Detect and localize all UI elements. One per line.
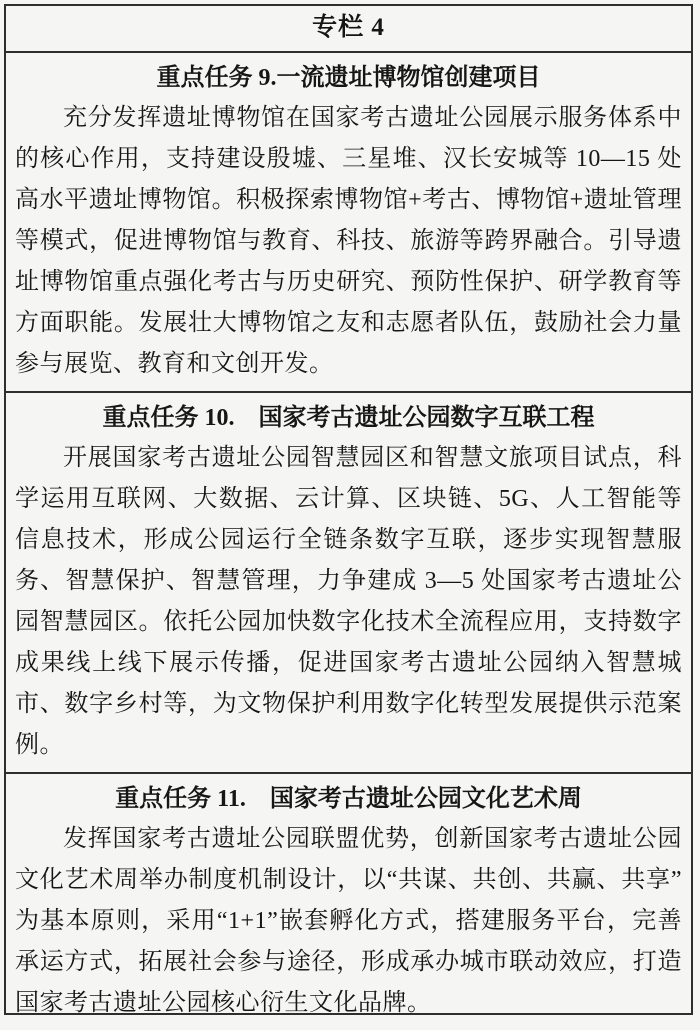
task-section-11 (6, 774, 691, 1030)
task-11-body: 发挥国家考古遗址公园联盟优势，创新国家考古遗址公园文化艺术周举办制度机制设计，以“共谋、共创、共赢、共享”为基本原则，采用“1+1”嵌套孵化方式，搭建服务平台，完善承运方式，拓展社会参与途径，形成承办城市联动效应，打造国家考古遗址公园核心衍生文化品牌。 (15, 826, 682, 1016)
task-10-heading: 重点任务 10. 国家考古遗址公园数字互联工程 (102, 405, 595, 431)
task-10-body: 开展国家考古遗址公园智慧园区和智慧文旅项目试点，科学运用互联网、大数据、云计算、区块链、5G、人工智能等信息技术，形成公园运行全链条数字互联，逐步实现智慧服务、智慧保护、智慧管理，力争建成 3—5 处国家考古遗址公园智慧园区。依托公园加快数字化技术全流程应用，支持数字成果线上线下展示传播，促进国家考古遗址公园纳入智慧城市、数字乡村等，为文物保护利用数字化转型发展提供示范案例。 (15, 445, 682, 758)
panel-header (6, 6, 691, 53)
task-9-heading: 重点任务 9.一流遗址博物馆创建项目 (156, 65, 541, 91)
task-section-9 (6, 53, 691, 393)
task-11-heading: 重点任务 11. 国家考古遗址公园文化艺术周 (115, 786, 582, 812)
task-section-10 (6, 393, 691, 774)
task-9-body: 充分发挥遗址博物馆在国家考古遗址公园展示服务体系中的核心作用，支持建设殷墟、三星堆、汉长安城等 10—15 处高水平遗址博物馆。积极探索博物馆+考古、博物馆+遗址管理等模式，促进博物馆与教育、科技、旅游等跨界融合。引导遗址博物馆重点强化考古与历史研究、预防性保护、研学教育等方面职能。发展壮大博物馆之友和志愿者队伍，鼓励社会力量参与展览、教育和文创开发。 (15, 105, 682, 377)
panel-title: 专栏 4 (312, 14, 385, 41)
column-panel (4, 4, 693, 1015)
